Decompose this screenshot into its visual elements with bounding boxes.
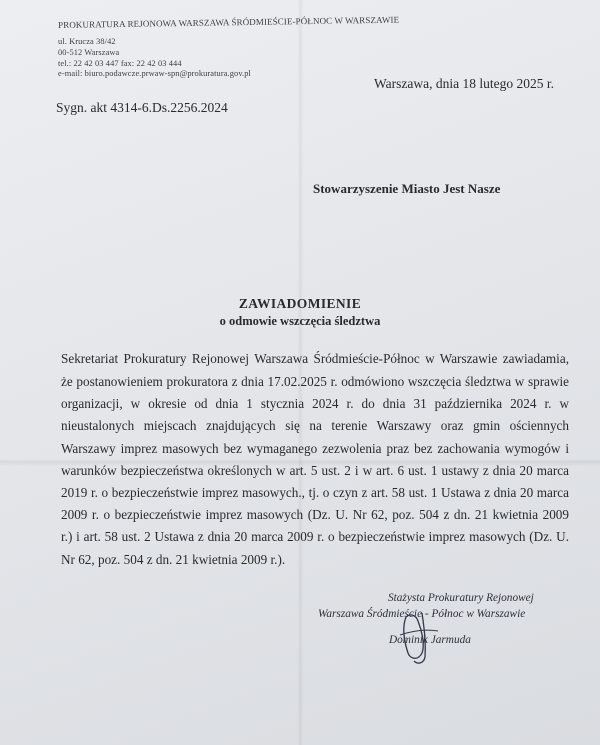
document-subtitle: o odmowie wszczęcia śledztwa (219, 314, 381, 328)
body-line: Nr 62, poz. 504 z dn. 21 kwietnia 2009 r.). (61, 552, 286, 567)
body-line: organizacji, w okresie od dnia 1 stycznia 2024 r. do dnia 31 października 2024 r. w (61, 396, 569, 411)
signature-position-line1: Stażysta Prokuratury Rejonowej (388, 592, 534, 604)
body-line: r.) i art. 58 ust. 2 Ustawa z dnia 20 marca 2009 r. o bezpieczeństwie imprez masowych (Dz. U. (61, 529, 569, 544)
case-reference: Sygn. akt 4314-6.Ds.2256.2024 (56, 100, 228, 115)
signature-position-line2: Warszawa Śródmieście - Północ w Warszawie (318, 608, 526, 620)
addressee: Stowarzyszenie Miasto Jest Nasze (313, 181, 501, 196)
body-line: nieustalonych miejscach znajdujących się na terenie Warszawy oraz gmin ościennych (61, 418, 569, 433)
date-line: Warszawa, dnia 18 lutego 2025 r. (374, 76, 554, 91)
letterhead-email: e-mail: biuro.podawcze.prwaw-spn@prokuratura.gov.pl (58, 69, 251, 78)
body-line: Warszawy imprez masowych bez wymaganego zezwolenia praz bez zachowania wymogów i (61, 441, 569, 456)
letterhead-phone-fax: tel.: 22 42 03 447 fax: 22 42 03 444 (58, 59, 182, 68)
handwritten-signature-icon (392, 605, 462, 669)
body-line: 2009 r. o bezpieczeństwie imprez masowych (Dz. U. Nr 62, poz. 504 z dn. 21 kwietnia 2009 (61, 507, 569, 522)
document-title: ZAWIADOMIENIE (238, 296, 362, 311)
letterhead-postal-city: 00-512 Warszawa (58, 48, 120, 57)
letterhead-office-name: PROKURATURA REJONOWA WARSZAWA ŚRÓDMIEŚCIE-PÓŁNOC W WARSZAWIE (58, 14, 400, 30)
body-line: Sekretariat Prokuratury Rejonowej Warszawa Śródmieście-Północ w Warszawie zawiadamia, (61, 351, 569, 366)
signature-name: Dominik Jarmuda (389, 634, 471, 646)
letterhead-street: ul. Krucza 38/42 (58, 37, 116, 46)
body-line: 2019 r. o bezpieczeństwie imprez masowych., tj. o czyn z art. 58 ust. 1 Ustawa z dnia 20 marca (61, 485, 569, 500)
body-line: warunków bezpieczeństwa określonych w art. 5 ust. 2 i w art. 6 ust. 1 ustawy z dnia 20 marca (61, 463, 569, 478)
body-line: że postanowieniem prokuratora z dnia 17.02.2025 r. odmówiono wszczęcia śledztwa w sprawie (61, 374, 569, 389)
